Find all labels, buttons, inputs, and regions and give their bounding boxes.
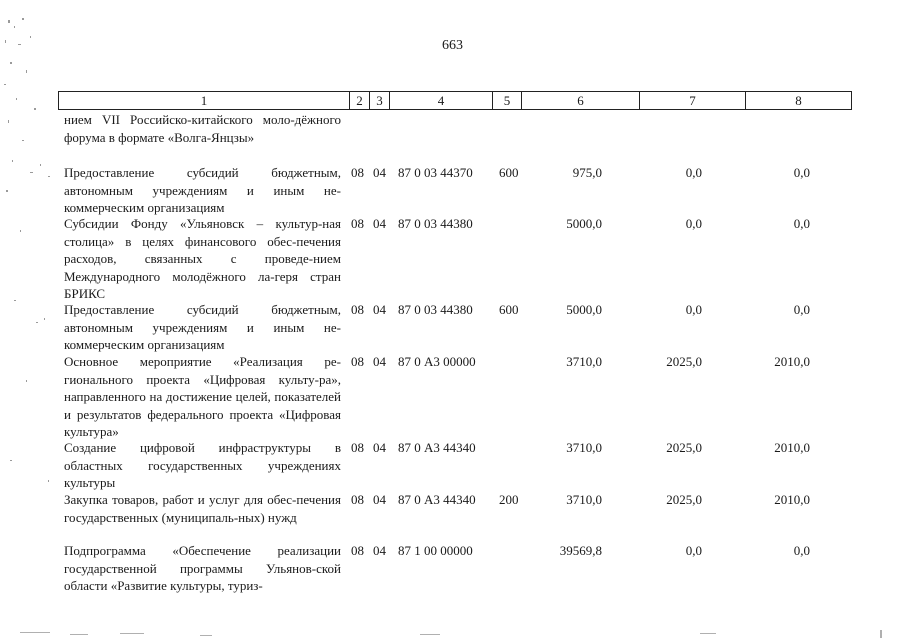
row-target-code: 87 0 А3 44340 <box>398 492 476 507</box>
row-expense-type: 200 <box>499 492 519 507</box>
row-subsection: 04 <box>373 216 386 231</box>
row-expense-type: 600 <box>499 302 519 317</box>
row-description: нием VII Российско-китайского моло-дёжного форума в формате «Волга-Янцзы» <box>64 112 341 145</box>
row-amount-1: 3710,0 <box>566 492 602 507</box>
header-col-5: 5 <box>493 92 522 109</box>
row-section: 08 <box>351 492 364 507</box>
row-expense-type: 600 <box>499 165 519 180</box>
header-col-6: 6 <box>522 92 640 109</box>
row-amount-2: 0,0 <box>685 165 702 180</box>
row-target-code: 87 0 А3 00000 <box>398 354 476 369</box>
header-col-8: 8 <box>795 93 802 108</box>
row-subsection: 04 <box>373 302 386 317</box>
row-target-code: 87 0 03 44370 <box>398 165 473 180</box>
row-amount-1: 3710,0 <box>566 354 602 369</box>
row-description: Предоставление субсидий бюджетным, автономным учреждениям и иным не-коммерческим организациям <box>64 165 341 215</box>
row-amount-3: 2010,0 <box>774 492 810 507</box>
header-col-2: 2 <box>350 92 370 109</box>
row-section: 08 <box>351 440 364 455</box>
row-section: 08 <box>351 216 364 231</box>
row-amount-1: 39569,8 <box>559 543 602 558</box>
header-col-1: 1 <box>59 92 350 109</box>
row-section: 08 <box>351 543 364 558</box>
row-amount-2: 0,0 <box>685 216 702 231</box>
row-description: Предоставление субсидий бюджетным, автономным учреждениям и иным не-коммерческим организациям <box>64 302 341 352</box>
row-description: Закупка товаров, работ и услуг для обес-печения государственных (муниципаль-ных) нужд <box>64 492 341 525</box>
page-number: 663 <box>442 38 463 53</box>
row-section: 08 <box>351 302 364 317</box>
row-target-code: 87 1 00 00000 <box>398 543 473 558</box>
row-subsection: 04 <box>373 165 386 180</box>
row-amount-1: 975,0 <box>572 165 602 180</box>
row-amount-3: 2010,0 <box>774 354 810 369</box>
row-amount-1: 5000,0 <box>566 216 602 231</box>
header-col-4: 4 <box>390 92 493 109</box>
row-subsection: 04 <box>373 354 386 369</box>
row-amount-3: 0,0 <box>793 543 810 558</box>
row-target-code: 87 0 А3 44340 <box>398 440 476 455</box>
row-amount-3: 0,0 <box>793 302 810 317</box>
row-target-code: 87 0 03 44380 <box>398 302 473 317</box>
row-amount-3: 0,0 <box>793 165 810 180</box>
row-section: 08 <box>351 354 364 369</box>
row-description: Субсидии Фонду «Ульяновск – культур-ная столица» в целях финансового обес-печения расходов, связанных с проведе-нием Международного молодёжного ла-геря стран БРИКС <box>64 216 341 301</box>
row-section: 08 <box>351 165 364 180</box>
row-amount-3: 0,0 <box>793 216 810 231</box>
row-subsection: 04 <box>373 543 386 558</box>
row-target-code: 87 0 03 44380 <box>398 216 473 231</box>
row-amount-3: 2010,0 <box>774 440 810 455</box>
row-amount-2: 2025,0 <box>666 492 702 507</box>
row-amount-2: 2025,0 <box>666 440 702 455</box>
row-description: Создание цифровой инфраструктуры в областных государственных учреждениях культуры <box>64 440 341 490</box>
row-amount-1: 3710,0 <box>566 440 602 455</box>
row-subsection: 04 <box>373 492 386 507</box>
header-col-7: 7 <box>640 92 746 109</box>
row-amount-2: 0,0 <box>685 543 702 558</box>
row-description: Основное мероприятие «Реализация ре-гионального проекта «Цифровая культу-ра», направленного на достижение целей, показателей и результатов федерального проекта «Цифровая культура» <box>64 354 341 439</box>
row-subsection: 04 <box>373 440 386 455</box>
table-header-row <box>58 91 852 110</box>
row-amount-1: 5000,0 <box>566 302 602 317</box>
row-description: Подпрограмма «Обеспечение реализации государственной программы Ульянов-ской области «Развитие культуры, туриз- <box>64 543 341 593</box>
header-col-3: 3 <box>370 92 390 109</box>
row-amount-2: 2025,0 <box>666 354 702 369</box>
scan-noise-left-edge <box>0 0 60 640</box>
row-amount-2: 0,0 <box>685 302 702 317</box>
scan-noise-bottom-edge <box>0 628 905 640</box>
